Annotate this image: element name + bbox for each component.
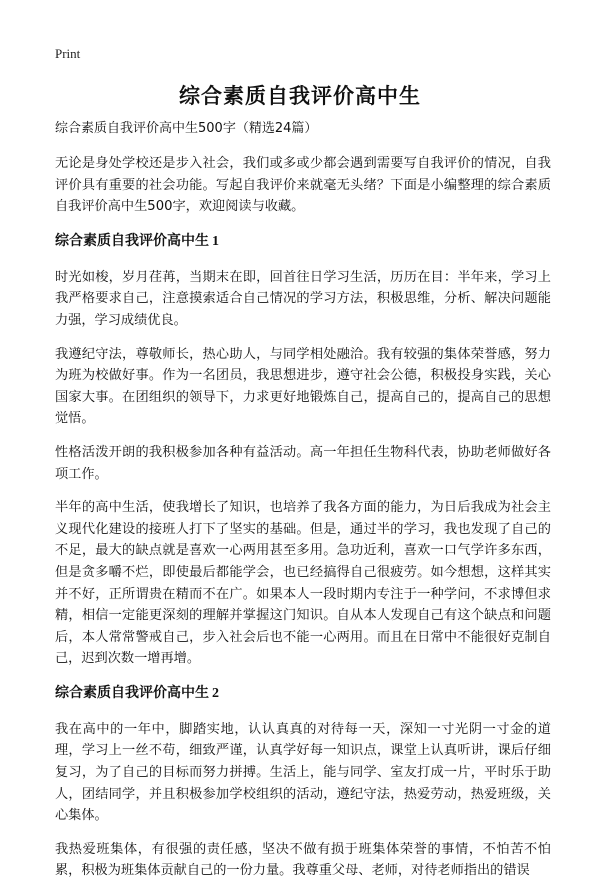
section-2 <box>55 682 551 882</box>
section-number: 2 <box>212 685 219 701</box>
paragraph: 我在高中的一年中，脚踏实地，认认真真的对待每一天，深知一寸光阴一寸金的道理，学习上一丝不苟，细致严谨，认真学好每一知识点，课堂上认真听讲，课后仔细复习，为了自己的目标而努力拼搏。生活上，能与同学、室友打成一片，平时乐于助人，团结同学，并且积极参加学校组织的活动，遵纪守法，热爱劳动，热爱班级，关心集体。 <box>55 721 551 824</box>
section-heading-text: 综合素质自我评价高中生 <box>55 684 209 701</box>
section-heading-text: 综合素质自我评价高中生 <box>55 232 209 249</box>
paragraph: 我遵纪守法，尊敬师长，热心助人，与同学相处融洽。我有较强的集体荣誉感，努力为班为校做好事。作为一名团员，我思想进步，遵守社会公德，积极投身实践，关心国家大事。在团组织的领导下，力求更好地锻炼自己，提高自己的，提高自己的思想觉悟。 <box>55 346 551 427</box>
page-title: 综合素质自我评价高中生 <box>179 84 421 108</box>
paragraph: 时光如梭，岁月荏苒，当期末在即，回首往日学习生活，历历在目：半年来，学习上我严格要求自己，注意摸索适合自己情况的学习方法，积极思维，分析、解决问题能力强，学习成绩优良。 <box>55 269 551 328</box>
paragraph: 半年的高中生活，使我增长了知识，也培养了我各方面的能力，为日后我成为社会主义现代化建设的接班人打下了坚实的基础。但是，通过半的学习，我也发现了自己的不足，最大的缺点就是喜欢一心两用甚至多用。急功近利，喜欢一口气学许多东西，但是贪多嚼不烂，即使最后都能学会，也已经搞得自己很疲劳。如今想想，这样其实并不好，正所谓贵在精而不在广。如果本人一段时期内专注于一种学问，不求博但求精，相信一定能更深刻的理解并掌握这门知识。自从本人发现自己有这个缺点和问题后，本人常常警戒自己，步入社会后也不能一心两用。而且在日常中不能很好克制自己，迟到次数一增再增。 <box>55 500 551 667</box>
section-1 <box>55 230 551 670</box>
intro-paragraph: 无论是身处学校还是步入社会，我们或多或少都会遇到需要写自我评价的情况，自我评价具有重要的社会功能。写起自我评价来就毫无头绪？下面是小编整理的综合素质自我评价高中生500字，欢迎阅读与收藏。 <box>55 156 551 215</box>
section-heading <box>55 230 551 253</box>
document-subtitle: 综合素质自我评价高中生500字（精选24篇） <box>55 121 318 136</box>
section-heading <box>55 682 551 705</box>
print-link[interactable]: Print <box>55 46 81 61</box>
document-body <box>55 119 551 894</box>
paragraph: 我热爱班集体，有很强的责任感，坚决不做有损于班集体荣誉的事情，不怕苦不怕累，积极为班集体贡献自己的一份力量。我尊重父母、老师，对待老师指出的错误 <box>55 841 551 879</box>
paragraph: 性格活泼开朗的我积极参加各种有益活动。高一年担任生物科代表，协助老师做好各项工作。 <box>55 444 551 482</box>
section-number: 1 <box>212 233 219 249</box>
